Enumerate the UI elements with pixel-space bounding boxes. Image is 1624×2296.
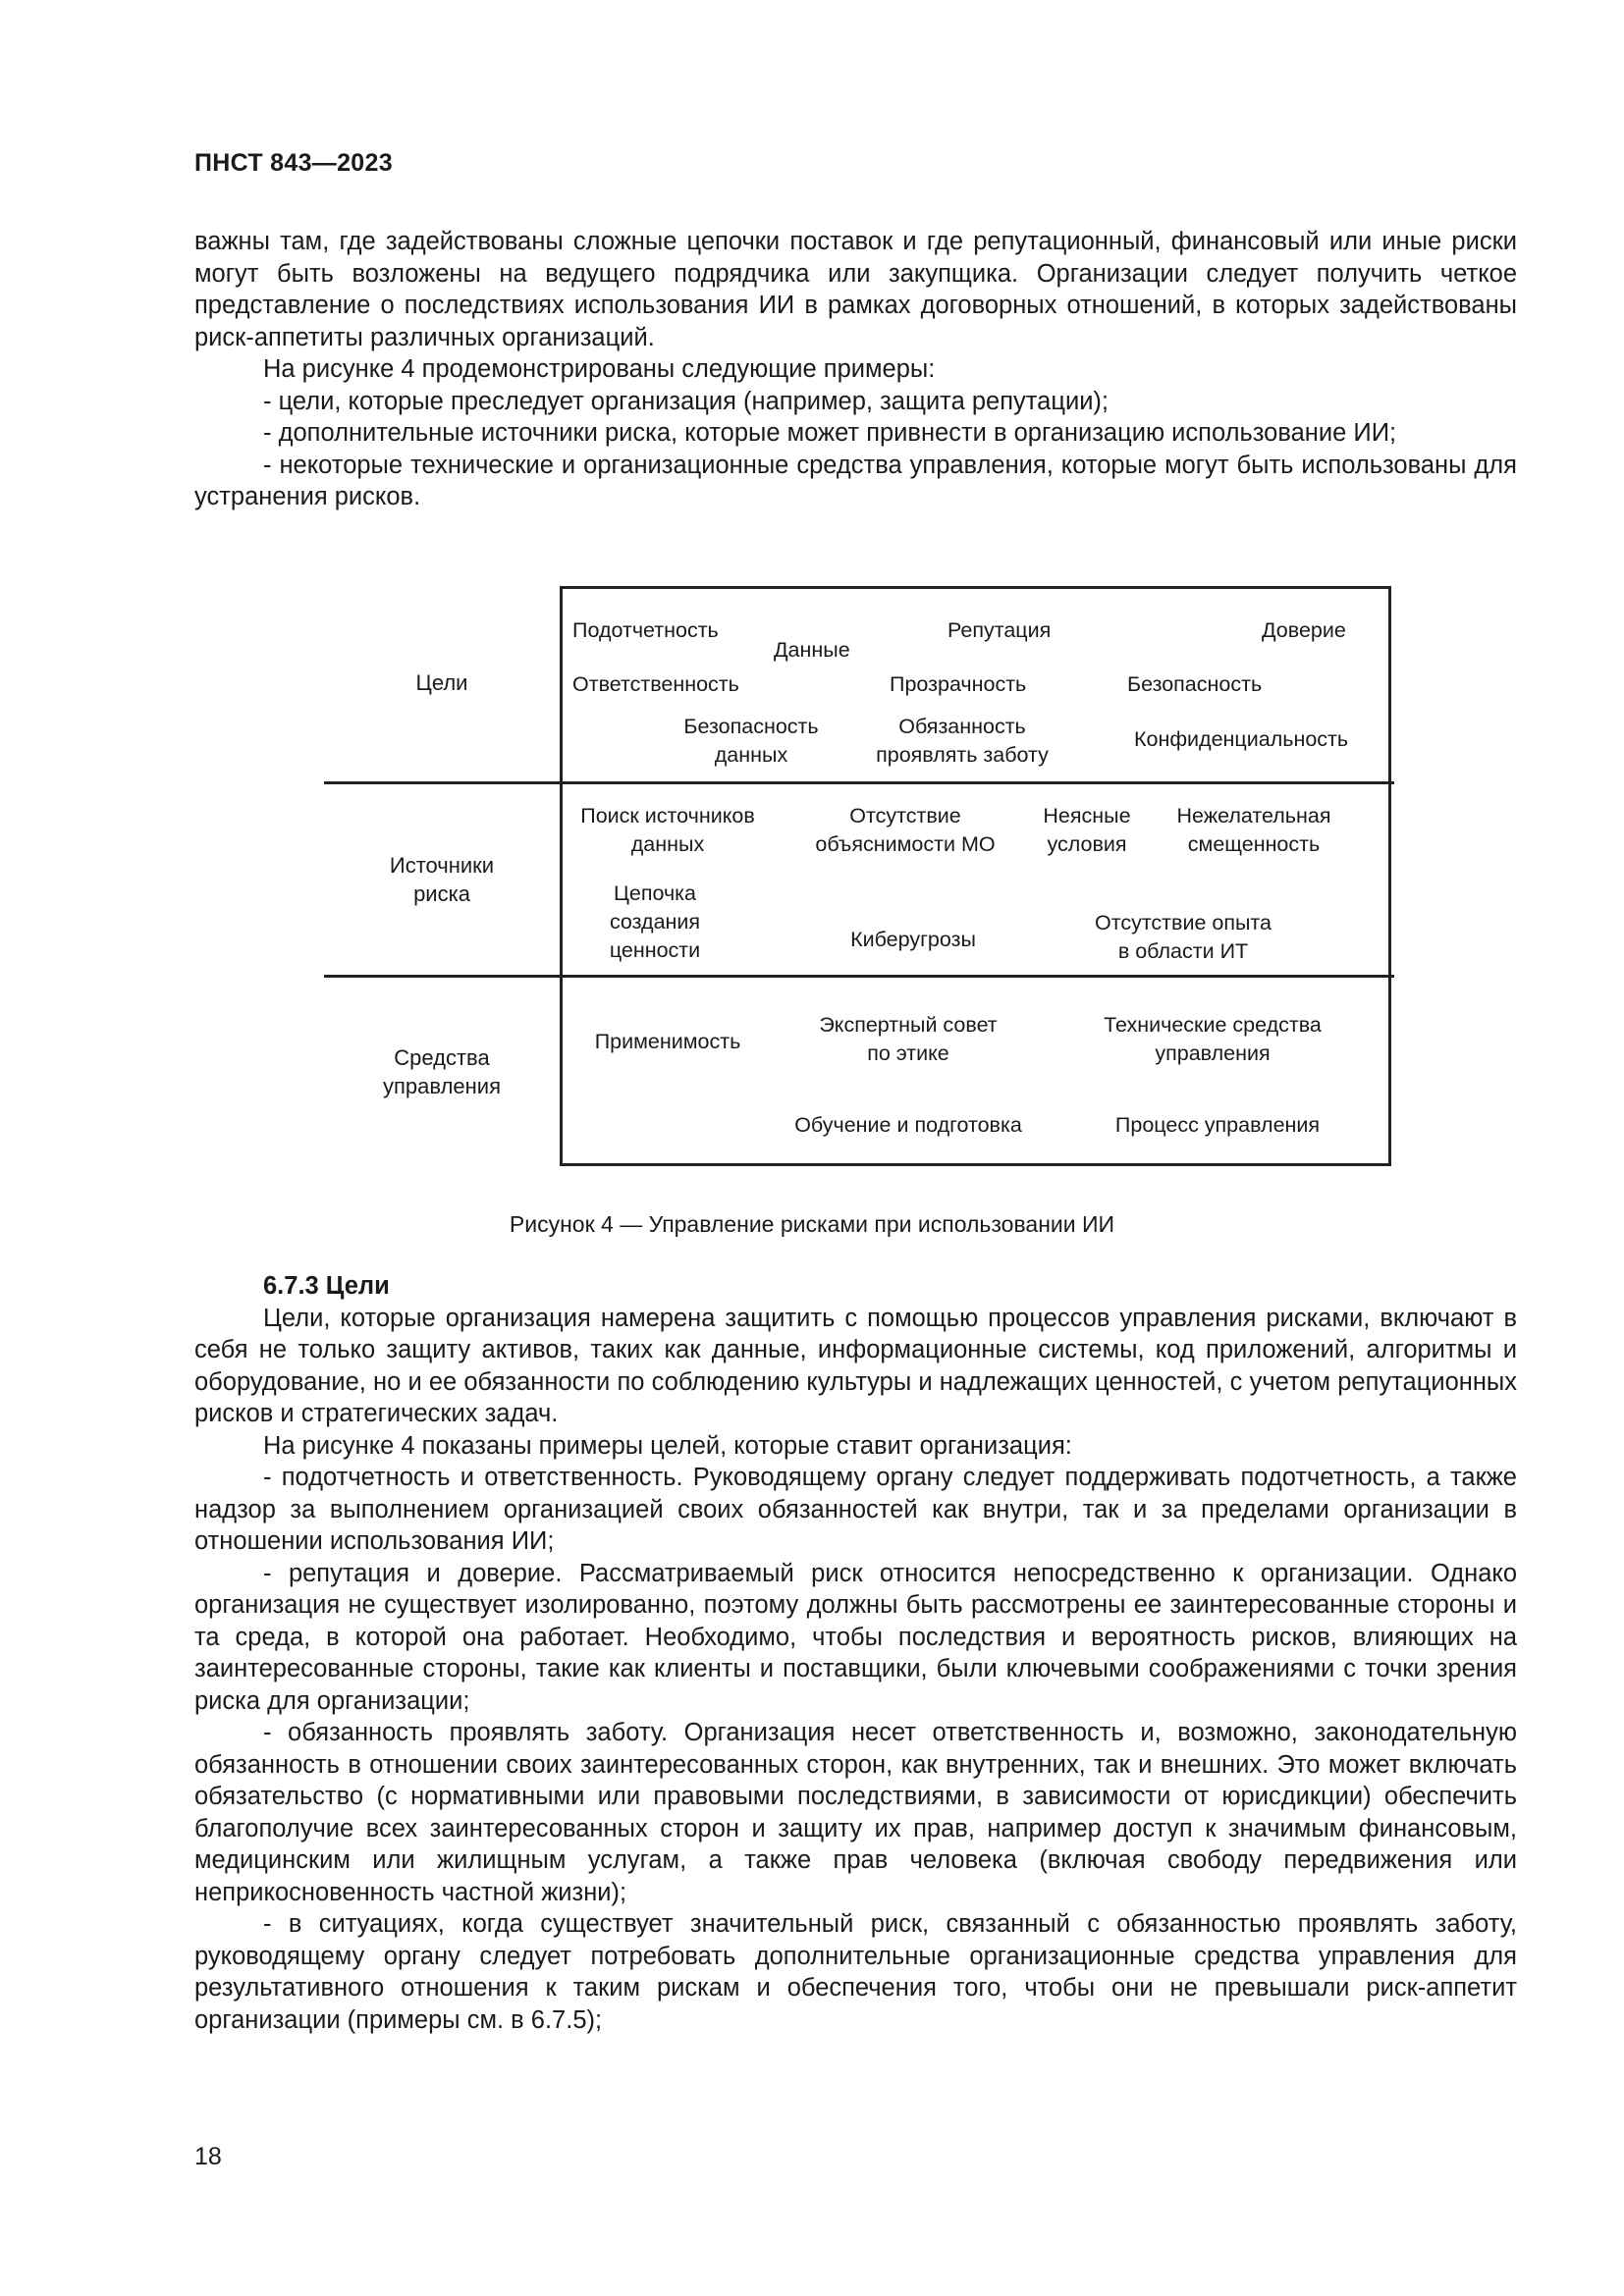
goal-responsibility: Ответственность	[572, 672, 739, 696]
document-header: ПНСТ 843—2023	[194, 149, 393, 177]
source-data-sourcing: Поиск источников данных	[580, 804, 755, 856]
goal-data-security: Безопасность данных	[683, 715, 819, 767]
intro-bullet-goals: - цели, которые преследует организация (например, защита репутации);	[263, 387, 1110, 415]
source-cyber-threats: Киберугрозы	[850, 928, 976, 951]
row-label-controls: Средства управления	[383, 1045, 501, 1098]
intro-paragraph: важны там, где задействованы сложные цепочки поставок и где репутационный, финансовый или иные риски могут быть возложены на ведущего подрядчика или закупщика. Организации следует получить четкое представление о последствиях использования ИИ в рамках договорных отношений, в которых задействованы риск-аппетиты различных организаций.	[194, 228, 1517, 351]
goal-duty-of-care: Обязанность проявлять заботу	[876, 715, 1049, 767]
section-paragraph-2: На рисунке 4 показаны примеры целей, которые ставит организация:	[263, 1431, 1072, 1460]
section-paragraph-1: Цели, которые организация намерена защитить с помощью процессов управления рисками, включают в себя не только защиту активов, таких как данные, информационные системы, код приложений, алгоритмы и оборудование, но и ее обязанности по соблюдению культуры и надлежащих ценностей, с учетом репутационных рисков и стратегических задач.	[194, 1304, 1517, 1427]
figure-risk-management	[324, 586, 1394, 1173]
intro-text	[194, 226, 1517, 513]
row-divider-2	[324, 975, 1394, 978]
intro-bullet-controls: - некоторые технические и организационные средства управления, которые могут быть использованы для устранения рисков.	[194, 451, 1517, 510]
goal-accountability: Подотчетность	[572, 618, 719, 642]
page-number: 18	[194, 2143, 222, 2170]
figure-caption: Рисунок 4 — Управление рисками при использовании ИИ	[509, 1211, 1115, 1237]
control-training: Обучение и подготовка	[794, 1113, 1022, 1137]
section-goals	[194, 1270, 1517, 2036]
source-no-explainability: Отсутствие объяснимости МО	[815, 804, 996, 856]
section-bullet-accountability: - подотчетность и ответственность. Руководящему органу следует поддерживать подотчетность, а также надзор за выполнением организацией своих обязанностей как внутри, так и за пределами организации в отношении использования ИИ;	[194, 1464, 1517, 1555]
control-management-process: Процесс управления	[1114, 1113, 1321, 1137]
section-bullet-significant-risk: - в ситуациях, когда существует значительный риск, связанный с обязанностью проявлять заботу, руководящему органу следует потребовать дополнительные организационные средства управления для результативного отношения к таким рискам и обеспечения того, чтобы они не превышали риск-аппетит организации (примеры см. в 6.7.5);	[194, 1910, 1517, 2034]
section-bullet-reputation: - репутация и доверие. Рассматриваемый риск относится непосредственно к организации. Однако организация не существует изолированно, поэтому должны быть рассмотрены ее заинтересованные стороны и та среда, в которой она работает. Необходимо, чтобы последствия и вероятность рисков, влияющих на заинтересованные стороны, такие как клиенты и поставщики, были ключевыми соображениями с точки зрения риска для организации;	[194, 1559, 1517, 1715]
goal-confidentiality: Конфиденциальность	[1134, 727, 1349, 751]
source-no-it-experience: Отсутствие опыта в области ИТ	[1094, 911, 1272, 963]
goal-trust: Доверие	[1262, 618, 1346, 642]
row-divider-1	[324, 781, 1394, 784]
goal-transparency: Прозрачность	[890, 672, 1027, 696]
intro-bullet-sources: - дополнительные источники риска, которые может привнести в организацию использование ИИ;	[263, 419, 1397, 447]
goal-safety: Безопасность	[1127, 672, 1263, 696]
source-unwanted-bias: Нежелательная смещенность	[1176, 804, 1331, 856]
control-applicability: Применимость	[594, 1030, 741, 1053]
intro-figure-ref: На рисунке 4 продемонстрированы следующие примеры:	[263, 355, 936, 383]
section-bullet-duty-of-care: - обязанность проявлять заботу. Организация несет ответственность и, возможно, законодательную обязанность в отношении своих заинтересованных сторон, как внутренних, так и внешних. Это может включать обязательство (с нормативными или правовыми последствиями, в зависимости от юрисдикции) обеспечить благополучие всех заинтересованных сторон и защиту их прав, например доступ к значимым финансовым, медицинским или жилищным услугам, а также прав человека (включая свободу передвижения или неприкосновенность частной жизни);	[194, 1719, 1517, 1906]
control-technical-means: Технические средства управления	[1104, 1013, 1322, 1065]
section-title: 6.7.3 Цели	[263, 1272, 390, 1300]
control-ethics-board: Экспертный совет по этике	[819, 1013, 998, 1065]
source-value-chain: Цепочка создания ценности	[609, 881, 701, 962]
goal-reputation: Репутация	[947, 618, 1052, 642]
row-label-goals: Цели	[415, 670, 468, 695]
goal-data: Данные	[774, 638, 850, 662]
source-unclear-conditions: Неясные условия	[1043, 804, 1131, 856]
row-label-sources: Источники риска	[389, 853, 495, 906]
